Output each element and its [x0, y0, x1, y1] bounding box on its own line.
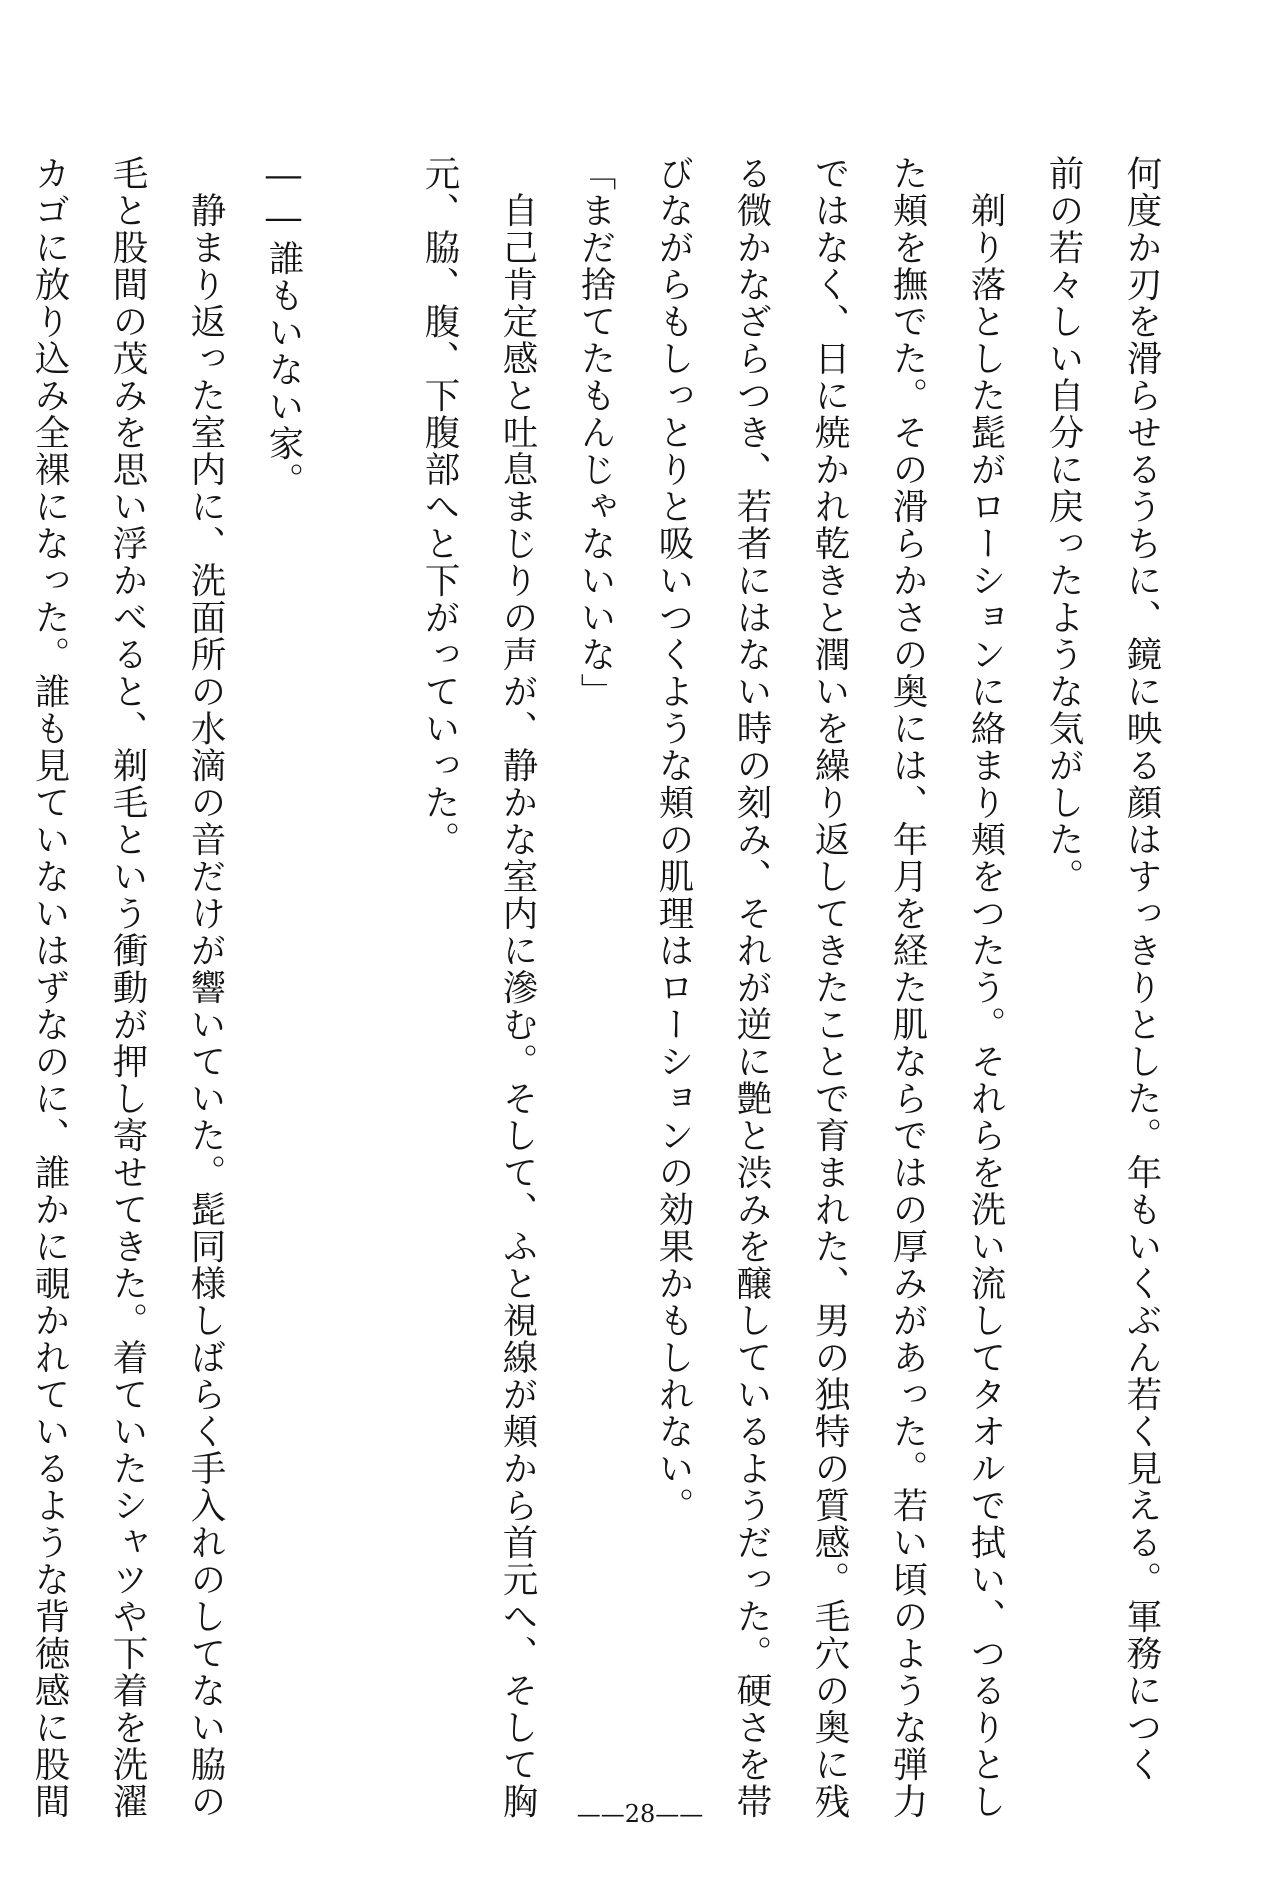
- text-column-14: 毛と股間の茂みを思い浮かべると、剃毛という衝動が押し寄せてきた。着ていたシャツや下着を洗濯: [107, 155, 148, 1820]
- text-column-13: 静まり返った室内に、洗面所の水滴の音だけが響いていた。髭同様しばらく手入れのしてない脇の: [185, 155, 226, 1820]
- text-column-7: びながらもしっとりと吸いつくような頬の肌理はローションの効果かもしれない。: [653, 155, 694, 1524]
- text-column-5: ではなく、日に焼かれ乾きと潤いを繰り返してきたことで育まれた、男の独特の質感。毛穴の奥に残: [809, 155, 850, 1820]
- text-column-15: カゴに放り込み全裸になった。誰も見ていないはずなのに、誰かに覗かれているような背徳感に股間: [29, 155, 70, 1820]
- page-number: ——28——: [576, 1800, 704, 1828]
- blank-column: [322, 155, 400, 1775]
- text-column-9: 自己肯定感と吐息まじりの声が、静かな室内に滲む。そして、ふと視線が頬から首元へ、そして胸: [497, 155, 538, 1820]
- text-column-10: 元、脇、腹、下腹部へと下がっていった。: [419, 155, 460, 858]
- text-column-12: ――誰もいない家。: [263, 155, 304, 499]
- text-column-16: [0, 155, 10, 1775]
- text-column-3: 剃り落とした髭がローションに絡まり頬をつたう。それらを洗い流してタオルで拭い、つるりとし: [965, 155, 1006, 1820]
- text-column-4: た頬を撫でた。その滑らかさの奥には、年月を経た肌ならではの厚みがあった。若い頃のような弾力: [887, 155, 928, 1820]
- text-column-2: 前の若々しい自分に戻ったような気がした。: [1043, 155, 1084, 895]
- text-column-6: る微かなざらつき、若者にはない時の刻み、それが逆に艶と渋みを醸しているようだった。硬さを帯: [731, 155, 772, 1820]
- text-column-8: 「まだ捨てたもんじゃないいな」: [575, 155, 616, 710]
- text-column-1: 何度か刃を滑らせるうちに、鏡に映る顔はすっきりとした。年もいくぶん若く見える。軍務につく: [1121, 155, 1162, 1783]
